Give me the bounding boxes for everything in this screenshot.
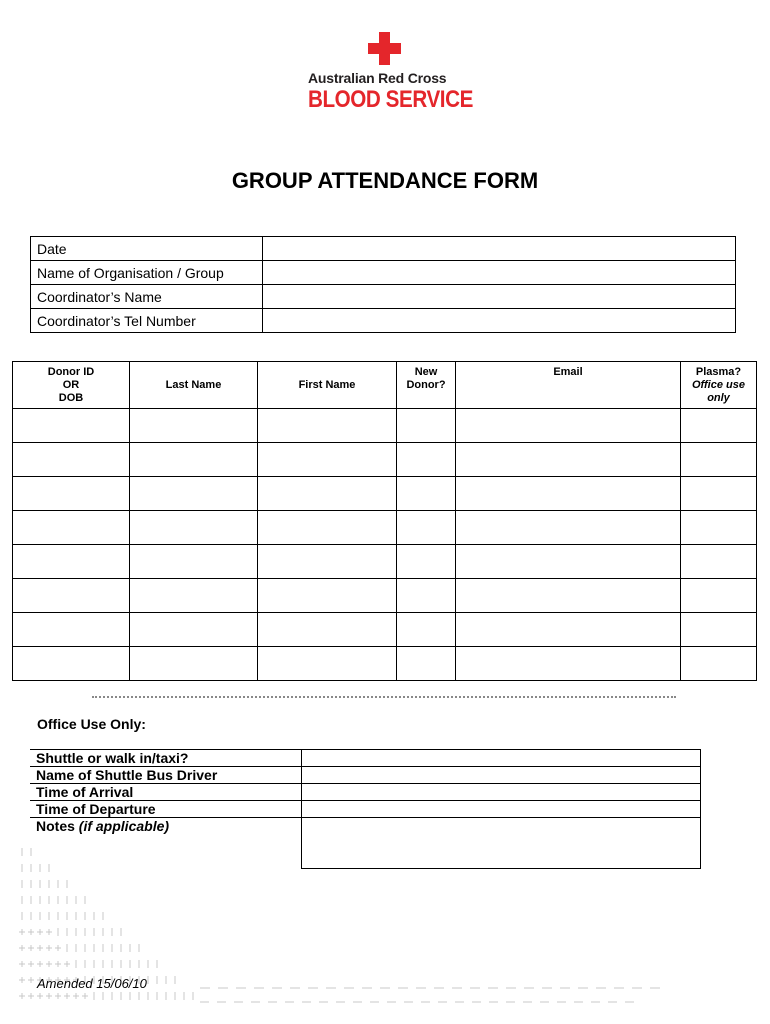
donor-id-cell[interactable] <box>13 443 130 477</box>
header-email: Email <box>456 362 681 409</box>
donor-row <box>13 647 757 681</box>
notes-qualifier: (if applicable) <box>78 818 170 834</box>
office-use-title: Office Use Only: <box>37 716 146 732</box>
header-new-donor-line2: Donor? <box>406 379 446 391</box>
email-cell[interactable] <box>456 409 681 443</box>
last-name-cell[interactable] <box>130 477 258 511</box>
header-donor-id-line1: Donor ID <box>47 365 95 378</box>
email-cell[interactable] <box>456 613 681 647</box>
date-field[interactable] <box>263 237 736 261</box>
header-first-name: First Name <box>258 362 397 409</box>
office-label-driver: Name of Shuttle Bus Driver <box>30 767 302 784</box>
plasma-cell[interactable] <box>681 511 757 545</box>
new-donor-cell[interactable] <box>397 545 456 579</box>
coordinator-info-table <box>30 236 736 333</box>
last-name-cell[interactable] <box>130 511 258 545</box>
coordinator-tel-field[interactable] <box>263 309 736 333</box>
email-cell[interactable] <box>456 511 681 545</box>
donor-row <box>13 477 757 511</box>
donor-row <box>13 409 757 443</box>
first-name-cell[interactable] <box>258 613 397 647</box>
plasma-cell[interactable] <box>681 579 757 613</box>
coordinator-name-field[interactable] <box>263 285 736 309</box>
info-label-date: Date <box>31 237 263 261</box>
new-donor-cell[interactable] <box>397 613 456 647</box>
last-name-cell[interactable] <box>130 545 258 579</box>
new-donor-cell[interactable] <box>397 443 456 477</box>
donor-table-header <box>13 362 757 409</box>
header-plasma <box>681 362 757 409</box>
donor-id-cell[interactable] <box>13 511 130 545</box>
red-cross-icon <box>368 32 401 65</box>
last-name-cell[interactable] <box>130 409 258 443</box>
header-new-donor <box>397 362 456 409</box>
plasma-cell[interactable] <box>681 647 757 681</box>
office-label-departure: Time of Departure <box>30 801 302 818</box>
last-name-cell[interactable] <box>130 647 258 681</box>
email-cell[interactable] <box>456 647 681 681</box>
plasma-cell[interactable] <box>681 409 757 443</box>
email-cell[interactable] <box>456 545 681 579</box>
email-cell[interactable] <box>456 579 681 613</box>
donor-id-cell[interactable] <box>13 545 130 579</box>
first-name-cell[interactable] <box>258 545 397 579</box>
first-name-cell[interactable] <box>258 477 397 511</box>
new-donor-cell[interactable] <box>397 409 456 443</box>
new-donor-cell[interactable] <box>397 579 456 613</box>
office-label-arrival: Time of Arrival <box>30 784 302 801</box>
email-cell[interactable] <box>456 477 681 511</box>
logo-org-name: Australian Red Cross <box>308 70 447 86</box>
plasma-cell[interactable] <box>681 545 757 579</box>
donor-row <box>13 579 757 613</box>
last-name-cell[interactable] <box>130 579 258 613</box>
red-cross-logo <box>300 30 473 116</box>
email-cell[interactable] <box>456 443 681 477</box>
header-plasma-line3: only <box>707 392 730 404</box>
plasma-cell[interactable] <box>681 613 757 647</box>
plasma-cell[interactable] <box>681 477 757 511</box>
form-title: GROUP ATTENDANCE FORM <box>231 168 539 193</box>
header-plasma-line2: Office use <box>692 379 745 391</box>
donor-id-cell[interactable] <box>13 613 130 647</box>
amended-date: Amended 15/06/10 <box>37 976 147 991</box>
first-name-cell[interactable] <box>258 579 397 613</box>
organisation-field[interactable] <box>263 261 736 285</box>
header-donor-id-line3: DOB <box>58 391 84 404</box>
header-last-name: Last Name <box>130 362 258 409</box>
office-label-transport: Shuttle or walk in/taxi? <box>30 750 302 767</box>
header-plasma-line1: Plasma? <box>695 366 742 378</box>
donor-row <box>13 511 757 545</box>
donor-id-cell[interactable] <box>13 477 130 511</box>
donor-id-cell[interactable] <box>13 647 130 681</box>
header-donor-id-line2: OR <box>62 378 80 391</box>
first-name-cell[interactable] <box>258 511 397 545</box>
donor-row <box>13 443 757 477</box>
plasma-cell[interactable] <box>681 443 757 477</box>
first-name-cell[interactable] <box>258 409 397 443</box>
first-name-cell[interactable] <box>258 647 397 681</box>
info-label-coordinator-name: Coordinator’s Name <box>31 285 263 309</box>
donor-row <box>13 613 757 647</box>
new-donor-cell[interactable] <box>397 477 456 511</box>
dotted-divider <box>92 696 676 698</box>
first-name-cell[interactable] <box>258 443 397 477</box>
last-name-cell[interactable] <box>130 613 258 647</box>
logo-service-name: BLOOD SERVICE <box>308 86 473 113</box>
donor-table <box>12 361 757 681</box>
donor-row <box>13 545 757 579</box>
donor-id-cell[interactable] <box>13 409 130 443</box>
new-donor-cell[interactable] <box>397 511 456 545</box>
info-label-organisation: Name of Organisation / Group <box>31 261 263 285</box>
new-donor-cell[interactable] <box>397 647 456 681</box>
donor-id-cell[interactable] <box>13 579 130 613</box>
header-new-donor-line1: New <box>414 366 438 378</box>
notes-label: Notes <box>36 818 75 834</box>
header-donor-id <box>13 362 130 409</box>
info-label-coordinator-tel: Coordinator’s Tel Number <box>31 309 263 333</box>
last-name-cell[interactable] <box>130 443 258 477</box>
